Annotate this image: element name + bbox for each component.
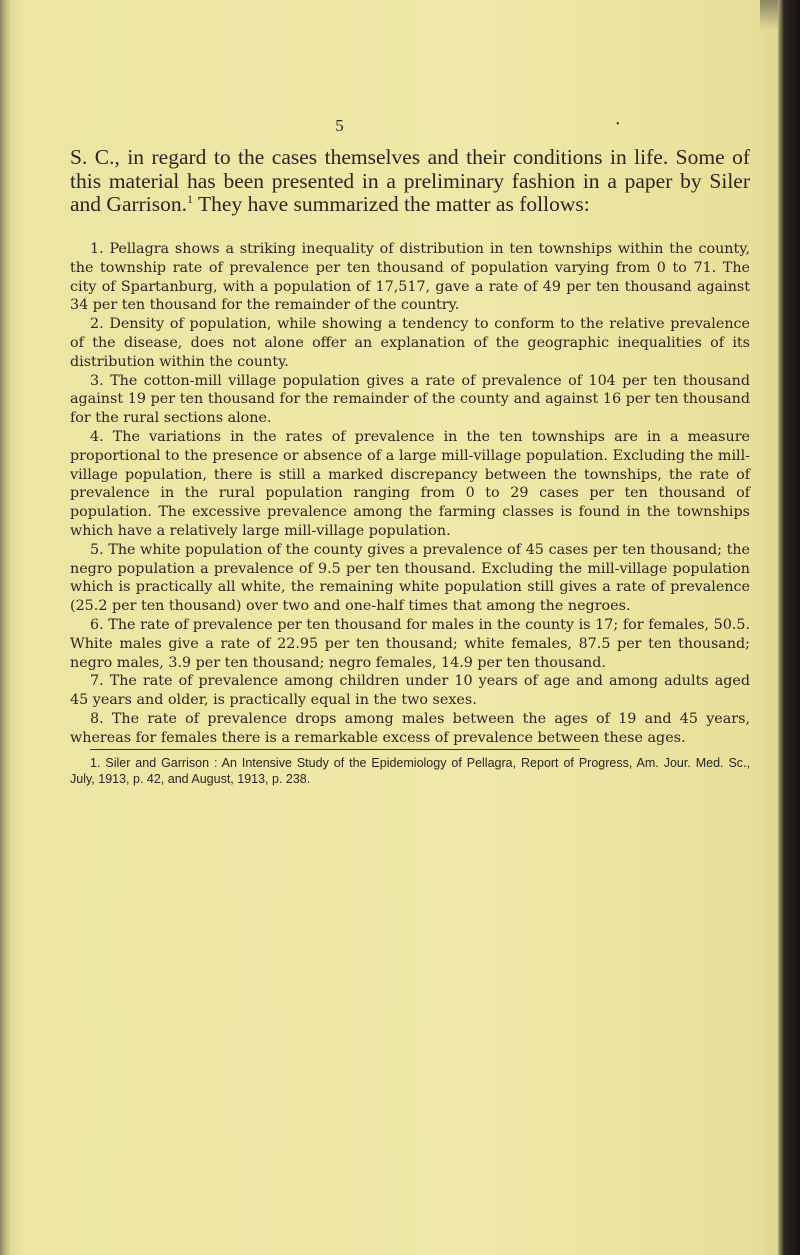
intro-text: S. C., in regard to the cases themselves and their conditions in life. Some of this material has been presented in a preliminary fashion in a paper by Siler and Garrison. — [70, 145, 750, 216]
summary-item-1: 1. Pellagra shows a striking inequality of distribution in ten townships within the county, the township rate of prevalence per ten thousand of population varying from 0 to 71. The city of Spartanburg, with a population of 17,517, gave a rate of 49 per ten thousand against 34 per ten thousand for the remainder of the country. — [70, 241, 750, 314]
footnote-divider — [90, 749, 580, 750]
summary-item-4: 4. The variations in the rates of prevalence in the ten townships are in a measure proportional to the presence or absence of a large mill-village population. Excluding the mill-village population, there is still a marked discrepancy between the townships, the rate of prevalence in the rural population ranging from 0 to 29 cases per ten thousand of population. The excessive prevalence among the farming classes is found in the townships which have a relatively large mill-village population. — [70, 428, 750, 539]
summary-item-2: 2. Density of population, while showing a tendency to conform to the relative prevalence of the disease, does not alone offer an explanation of the geographic inequalities of its distribution within the county. — [70, 316, 750, 370]
binding-shadow — [760, 0, 778, 30]
summary-item-6: 6. The rate of prevalence per ten thousand for males in the county is 17; for females, 50.5. White males give a rate of 22.95 per ten thousand; white females, 87.5 per ten thousand; negro males, 3.9 per ten thousand; negro females, 14.9 per ten thousand. — [70, 616, 750, 671]
page-number: 5 — [335, 116, 345, 135]
summary-item-7: 7. The rate of prevalence among children under 10 years of age and among adults aged 45 years and older, is practically equal in the two sexes. — [70, 673, 750, 709]
book-binding — [778, 0, 800, 1255]
intro-paragraph — [70, 146, 750, 217]
footnote-ref: 1 — [187, 191, 194, 206]
margin-mark: • — [616, 119, 620, 130]
summary-list — [70, 240, 750, 748]
summary-item-8: 8. The rate of prevalence drops among males between the ages of 19 and 45 years, whereas for females there is a remarkable excess of prevalence between these ages. — [70, 710, 750, 746]
footnote: 1. Siler and Garrison : An Intensive Study of the Epidemiology of Pellagra, Report of Progress, Am. Jour. Med. Sc., July, 1913, p. 42, and August, 1913, p. 238. — [70, 756, 750, 786]
summary-item-5: 5. The white population of the county gives a prevalence of 45 cases per ten thousand; the negro population a prevalence of 9.5 per ten thousand. Excluding the mill-village population which is practically all white, the remaining white population still gives a rate of prevalence (25.2 per ten thousand) over two and one-half times that among the negroes. — [70, 541, 750, 615]
intro-tail: They have summarized the matter as follows: — [198, 192, 590, 216]
page-left-edge — [0, 0, 10, 1255]
summary-item-3: 3. The cotton-mill village population gives a rate of prevalence of 104 per ten thousand against 19 per ten thousand for the remainder of the county and against 16 per ten thousand for the rural sections alone. — [70, 372, 750, 427]
